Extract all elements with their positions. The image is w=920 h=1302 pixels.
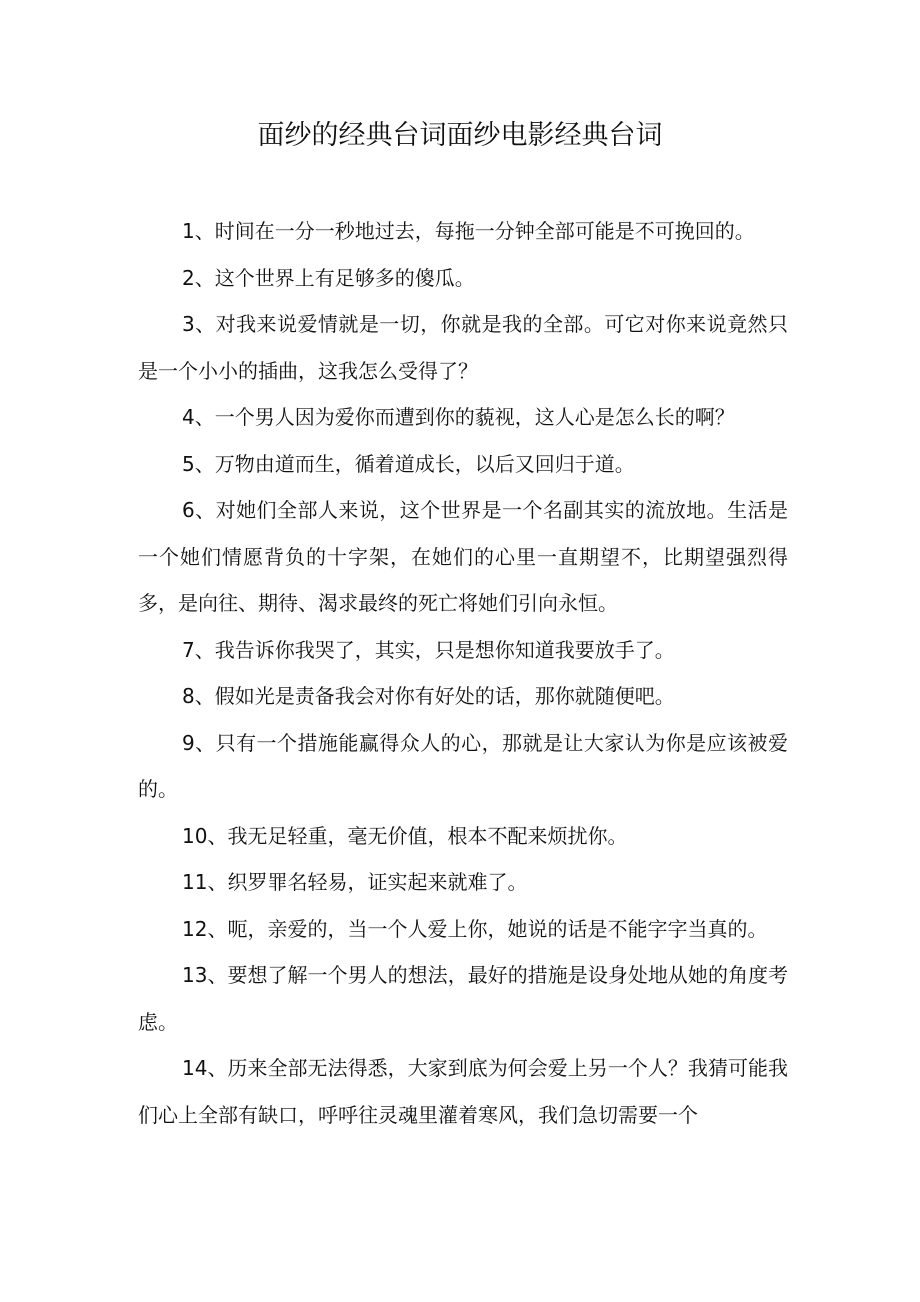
paragraph: 1、时间在一分一秒地过去，每拖一分钟全部可能是不可挽回的。 (182, 219, 755, 243)
document-body (138, 208, 788, 1138)
paragraph: 2、这个世界上有足够多的傻瓜。 (182, 265, 475, 290)
paragraph: 3、对我来说爱情就是一切，你就是我的全部。可它对你来说竟然只是一个小小的插曲，这我怎么受得了？ (138, 312, 788, 383)
paragraph: 11、织罗罪名轻易，证实起来就难了。 (182, 870, 528, 894)
paragraph: 6、对她们全部人来说，这个世界是一个名副其实的流放地。生活是一个她们情愿背负的十字架，在她们的心里一直期望不，比期望强烈得多，是向往、期待、渴求最终的死亡将她们引向永恒。 (138, 498, 788, 615)
paragraph: 9、只有一个措施能赢得众人的心，那就是让大家认为你是应该被爱的。 (138, 730, 788, 801)
paragraph: 12、呃，亲爱的，当一个人爱上你，她说的话是不能字字当真的。 (182, 916, 768, 941)
paragraph: 7、我告诉你我哭了，其实，只是想你知道我要放手了。 (182, 637, 675, 662)
paragraph: 4、一个男人因为爱你而遭到你的藐视，这人心是怎么长的啊？ (182, 405, 735, 429)
paragraph: 13、要想了解一个男人的想法，最好的措施是设身处地从她的角度考虑。 (138, 963, 788, 1034)
paragraph: 10、我无足轻重，毫无价值，根本不配来烦扰你。 (182, 823, 628, 848)
paragraph: 5、万物由道而生，循着道成长，以后又回归于道。 (182, 451, 635, 476)
paragraph: 14、历来全部无法得悉，大家到底为何会爱上另一个人？我猜可能我们心上全部有缺口，呼呼往灵魂里灌着寒风，我们急切需要一个 (138, 1056, 788, 1127)
page-title: 面纱的经典台词面纱电影经典台词 (257, 120, 663, 151)
paragraph: 8、假如光是责备我会对你有好处的话，那你就随便吧。 (182, 684, 675, 708)
